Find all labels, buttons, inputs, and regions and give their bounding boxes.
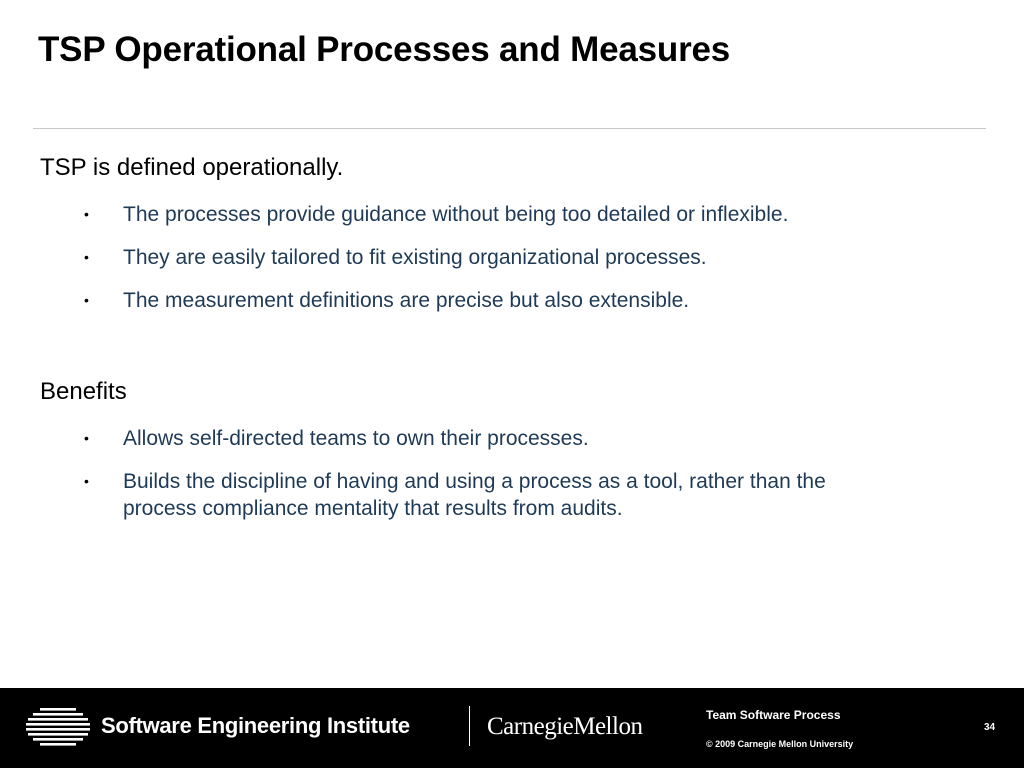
footer-copyright: © 2009 Carnegie Mellon University	[706, 739, 854, 749]
bullet-icon: •	[84, 206, 89, 222]
bullet-icon: •	[84, 249, 89, 265]
page-number: 34	[984, 722, 996, 733]
slide-title: TSP Operational Processes and Measures	[38, 30, 731, 69]
bullet-text: Allows self-directed teams to own their processes.	[123, 427, 589, 450]
logo-divider	[469, 706, 470, 746]
section-heading-operational: TSP is defined operationally.	[40, 154, 344, 181]
sei-striped-globe-icon	[26, 708, 90, 746]
list-item	[84, 287, 943, 314]
list-item	[84, 468, 903, 522]
bullet-text: They are easily tailored to fit existing organizational processes.	[123, 246, 707, 269]
bullet-icon: •	[84, 292, 89, 308]
bullet-icon: •	[84, 473, 89, 489]
list-item	[84, 244, 943, 271]
slide-footer	[0, 688, 1024, 768]
footer-product-name: Team Software Process	[706, 708, 841, 722]
title-divider	[33, 128, 986, 129]
bullet-list-operational	[84, 201, 943, 330]
bullet-text: Builds the discipline of having and using a process as a tool, rather than the process compliance mentality that results from audits.	[123, 470, 826, 520]
list-item	[84, 425, 943, 452]
section-heading-benefits: Benefits	[40, 378, 127, 405]
bullet-icon: •	[84, 430, 89, 446]
bullet-list-benefits	[84, 425, 943, 538]
bullet-text: The measurement definitions are precise but also extensible.	[123, 289, 690, 312]
cmu-wordmark: CarnegieMellon	[487, 713, 643, 740]
bullet-text: The processes provide guidance without being too detailed or inflexible.	[123, 203, 789, 226]
sei-wordmark: Software Engineering Institute	[101, 713, 410, 738]
list-item	[84, 201, 943, 228]
